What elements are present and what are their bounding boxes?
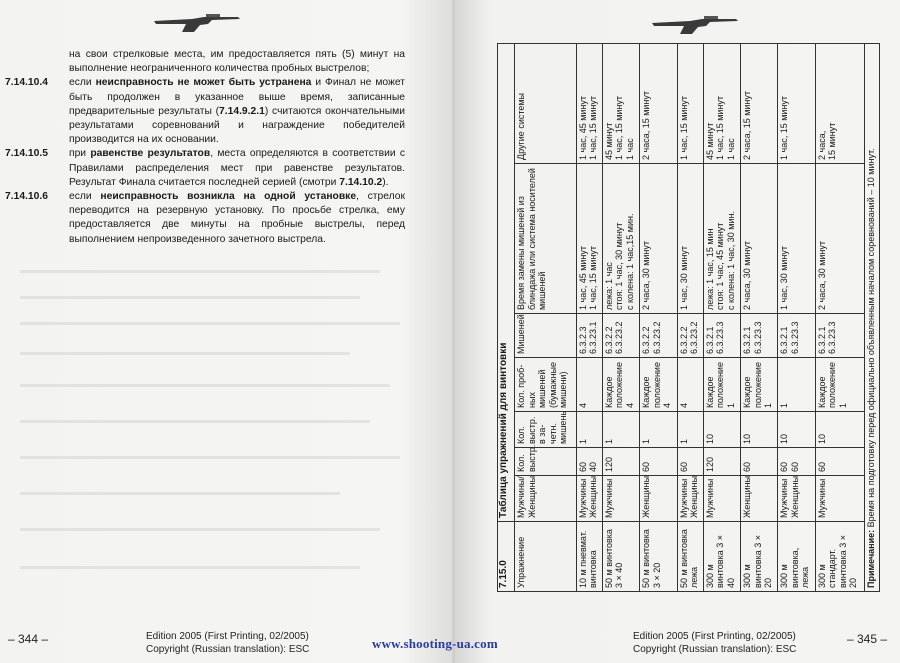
table-cell: 120 bbox=[602, 448, 639, 476]
intro-line-1: на свои стрелковые места, им предоставляется пять (5) минут на bbox=[69, 49, 405, 60]
table-note-row bbox=[864, 43, 879, 591]
table-cell: 10 bbox=[703, 412, 740, 448]
paragraph-text: ). bbox=[382, 176, 389, 188]
table-cell: 50 м винтовка 3 × 20 bbox=[640, 522, 677, 592]
table-row bbox=[741, 43, 778, 591]
table-cell: лежа: 1 час стоя: 1 час, 30 минут с колена: 1 час,15 мин. bbox=[602, 164, 639, 314]
table-cell: 6.3.2.1 6.3.23.3 bbox=[778, 314, 815, 358]
table-cell: 1 bbox=[778, 358, 815, 412]
table-row bbox=[778, 43, 815, 591]
table-body bbox=[576, 43, 864, 591]
table-cell: 1 час, 45 минут 1 час, 15 минут bbox=[576, 164, 602, 314]
table-row bbox=[815, 43, 864, 591]
table-cell: 2 часа, 30 минут bbox=[640, 164, 677, 314]
table-title: Таблица упражнений для винтовки bbox=[498, 43, 515, 521]
table-cell: 10 bbox=[815, 412, 864, 448]
edition-left: Edition 2005 (First Printing, 02/2005) bbox=[146, 631, 309, 642]
table-row bbox=[602, 43, 639, 591]
paragraph-ref: 7.14.10.2 bbox=[339, 176, 383, 188]
table-cell: 10 bbox=[778, 412, 815, 448]
table-cell: 6.3.2.2 6.3.23.2 bbox=[640, 314, 677, 358]
paragraph-text: и Финал не может быть продолжен в указанное выше время, записанные предварительные результаты ( bbox=[69, 77, 406, 117]
paragraph-7-14-10-4 bbox=[5, 76, 405, 147]
column-header: Мишеней bbox=[515, 314, 577, 358]
table-cell: 60 bbox=[741, 448, 778, 476]
copyright-left: Copyright (Russian translation): ESC bbox=[146, 644, 310, 655]
intro-paragraph bbox=[5, 48, 405, 76]
table-cell: 50 м винтовка 3 × 40 bbox=[602, 522, 639, 592]
table-cell: 1 час, 30 минут bbox=[677, 164, 703, 314]
table-cell: 6.3.2.2 6.3.23.2 bbox=[677, 314, 703, 358]
table-cell: Каждое положение 1 bbox=[703, 358, 740, 412]
table-cell: 6.3.2.1 6.3.23.3 bbox=[815, 314, 864, 358]
paragraph-ref: 7.14.9.2.1 bbox=[219, 105, 265, 117]
paragraph-number: 7.14.10.5 bbox=[5, 148, 48, 160]
table-cell: 60 bbox=[815, 448, 864, 476]
rifle-icon bbox=[650, 14, 742, 36]
paragraph-text: , места определяются в соответствии с Правилами распределения мест при равенстве результатов. Результат Финала считается последней серией (смотри bbox=[69, 148, 405, 188]
table-row bbox=[677, 43, 703, 591]
paragraph-bold: равенстве результатов bbox=[90, 148, 211, 160]
table-cell: Мужчины bbox=[602, 476, 639, 522]
note-text: Время на подготовку перед официально объявленным началом соревнований – 10 минут. bbox=[865, 148, 876, 530]
paragraph-number: 7.14.10.4 bbox=[5, 77, 48, 89]
table-cell: 6.3.2.3 6.3.23.1 bbox=[576, 314, 602, 358]
copyright-right: Copyright (Russian translation): ESC bbox=[633, 644, 797, 655]
page-number-right: – 345 – bbox=[847, 632, 888, 646]
table-cell: 1 bbox=[576, 412, 602, 448]
table-cell: Мужчины Женщины bbox=[677, 476, 703, 522]
right-page bbox=[455, 0, 900, 663]
table-header-row bbox=[515, 43, 577, 591]
column-header: Кол. выстр. bbox=[515, 448, 577, 476]
table-cell: 60 60 bbox=[778, 448, 815, 476]
table-cell: 10 bbox=[741, 412, 778, 448]
column-header: Мужчины/ Женщины bbox=[515, 476, 577, 522]
table-note bbox=[864, 43, 879, 591]
table-cell: 1 час, 45 минут 1 час, 15 минут bbox=[576, 43, 602, 163]
rifle-events-table bbox=[497, 43, 880, 592]
paragraph-text: если bbox=[69, 191, 101, 203]
page-number-left: – 344 – bbox=[8, 632, 49, 646]
paragraph-7-14-10-6 bbox=[5, 190, 405, 247]
column-header: Время замены мишеней из блиндажа или система носителей мишеней bbox=[515, 164, 577, 314]
table-cell: Каждое положение 4 bbox=[640, 358, 677, 412]
table-cell: 2 часа, 15 минут bbox=[815, 43, 864, 163]
table-cell: Мужчины Женщины bbox=[778, 476, 815, 522]
table-cell: 1 bbox=[602, 412, 639, 448]
column-header: Другие системы bbox=[515, 43, 577, 163]
column-header: Кол. выстр. в за-четн. мишень bbox=[515, 412, 577, 448]
paragraph-7-14-10-5 bbox=[5, 147, 405, 190]
table-cell: 2 часа, 15 минут bbox=[640, 43, 677, 163]
paragraph-text: ) считаются окончательными результатами соревнований и награждение победителей производится на их основании. bbox=[69, 105, 405, 146]
table-cell: 10 м пневмат. винтовка bbox=[576, 522, 602, 592]
table-cell: Мужчины bbox=[815, 476, 864, 522]
table-row bbox=[576, 43, 602, 591]
table-cell: 2 часа, 30 минут bbox=[741, 164, 778, 314]
table-cell: 60 bbox=[677, 448, 703, 476]
table-cell: 6.3.2.1 6.3.23.3 bbox=[703, 314, 740, 358]
table-cell: 6.3.2.2 6.3.23.2 bbox=[602, 314, 639, 358]
table-row bbox=[703, 43, 740, 591]
rotated-table bbox=[497, 44, 880, 592]
table-cell: 50 м винтовка лежа bbox=[677, 522, 703, 592]
table-cell: лежа: 1 час, 15 мин стоя: 1 час, 45 минут с колена: 1 час, 30 мин. bbox=[703, 164, 740, 314]
edition-right: Edition 2005 (First Printing, 02/2005) bbox=[633, 631, 796, 642]
table-title-row bbox=[498, 43, 515, 591]
table-cell: 1 час, 15 минут bbox=[677, 43, 703, 163]
table-cell: Каждое положение 1 bbox=[815, 358, 864, 412]
table-cell: 45 минут 1 час, 15 минут 1 час bbox=[602, 43, 639, 163]
column-header: Кол. проб-ных мишеней (бумажные мишени) bbox=[515, 358, 577, 412]
paragraph-number: 7.14.10.6 bbox=[5, 191, 48, 203]
paragraph-bold: неисправность не может быть устранена bbox=[95, 77, 312, 89]
table-cell: 4 bbox=[576, 358, 602, 412]
rifle-icon bbox=[152, 12, 244, 34]
table-row bbox=[640, 43, 677, 591]
table-cell: 6.3.2.1 6.3.23.3 bbox=[741, 314, 778, 358]
table-cell: Мужчины bbox=[703, 476, 740, 522]
table-cell: 120 bbox=[703, 448, 740, 476]
table-cell: 1 bbox=[677, 412, 703, 448]
site-watermark[interactable]: www.shooting-ua.com bbox=[372, 636, 498, 651]
table-cell: 60 bbox=[640, 448, 677, 476]
paragraph-bold: неисправность возникла на одной установке bbox=[100, 191, 357, 203]
intro-line-2: выполнение неограниченного количества пробных выстрелов; bbox=[69, 63, 370, 75]
table-cell: Каждое положение 4 bbox=[602, 358, 639, 412]
table-cell: 1 bbox=[640, 412, 677, 448]
paragraph-text: если bbox=[69, 77, 96, 89]
table-cell: 45 минут 1 час, 15 минут 1 час bbox=[703, 43, 740, 163]
table-cell: 60 40 bbox=[576, 448, 602, 476]
table-cell: 300 м стандарт. винтовка 3 × 20 bbox=[815, 522, 864, 592]
table-cell: 4 bbox=[677, 358, 703, 412]
table-cell: Каждое положение 1 bbox=[741, 358, 778, 412]
table-cell: 300 м винтовка 3 × 20 bbox=[741, 522, 778, 592]
table-cell: 1 час, 15 минут bbox=[778, 43, 815, 163]
rifle-events-table-wrap bbox=[497, 44, 880, 592]
body-text bbox=[5, 48, 405, 247]
column-header: Упражнение bbox=[515, 522, 577, 592]
paragraph-text: при bbox=[69, 148, 91, 160]
table-cell: 1 час, 30 минут bbox=[778, 164, 815, 314]
table-cell: 300 м винтовка 3 × 40 bbox=[703, 522, 740, 592]
table-cell: 300 м винтовка, лежа bbox=[778, 522, 815, 592]
table-cell: Женщины bbox=[640, 476, 677, 522]
note-label: Примечание: bbox=[865, 529, 876, 588]
table-cell: Женщины bbox=[741, 476, 778, 522]
paragraph-text: , стрелок переводится на резервную установку. По просьбе стрелка, ему предоставляется две минуты на пробные выстрелы, перед выполнением непроизведенного зачетного выстрела. bbox=[69, 191, 405, 245]
table-cell: 2 часа, 30 минут bbox=[815, 164, 864, 314]
table-number: 7.15.0 bbox=[498, 522, 515, 592]
table-cell: 2 часа, 15 минут bbox=[741, 43, 778, 163]
table-cell: Мужчины Женщины bbox=[576, 476, 602, 522]
